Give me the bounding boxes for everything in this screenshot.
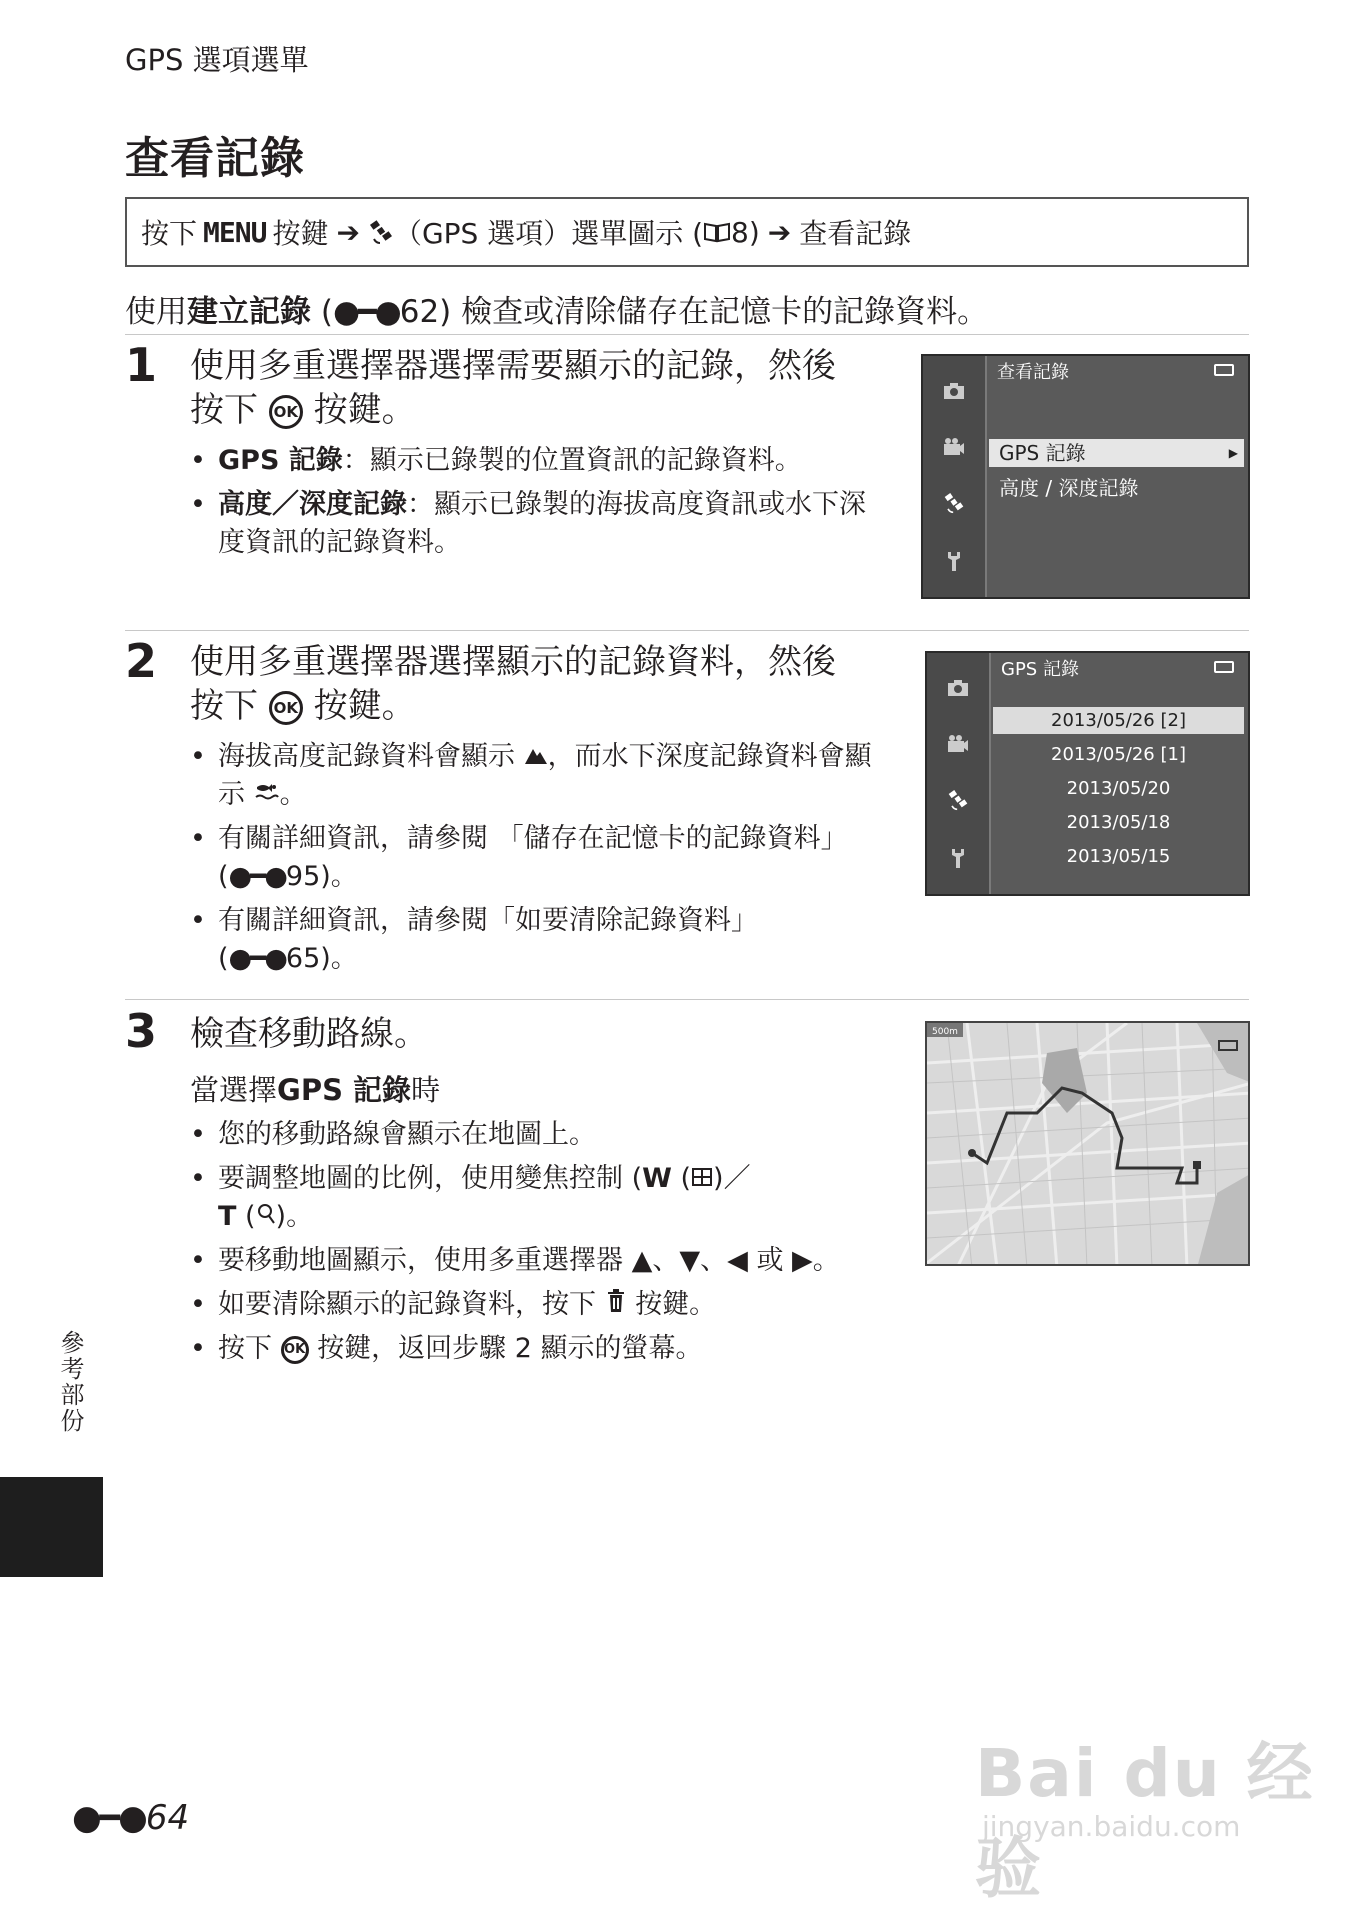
subhead-bold: GPS 記錄: [277, 1073, 412, 1107]
list-item: [190, 1330, 910, 1368]
list-item: [190, 1242, 910, 1280]
menu-item-altitude-depth-log[interactable]: 高度 / 深度記錄: [999, 476, 1139, 500]
bullet-text: 海拔高度記錄資料會顯示: [218, 741, 515, 772]
reference-section-icon: ●━●: [228, 861, 286, 892]
wrench-icon: [941, 550, 967, 572]
intro-prefix: 使用: [125, 294, 187, 330]
list-item: [190, 820, 890, 896]
bullet-bold: GPS 記錄: [218, 445, 343, 476]
step-3-title: 檢查移動路線。: [190, 1014, 428, 1054]
route-map: [927, 1023, 1250, 1266]
list-item: [190, 738, 890, 814]
bullet-text: 要調整地圖的比例，使用變焦控制 (: [218, 1163, 643, 1194]
camera-screen-view-log: [921, 354, 1250, 599]
ok-button-icon: OK: [281, 1336, 309, 1364]
camera-icon: [945, 677, 971, 699]
menu-item-gps-log[interactable]: [989, 439, 1244, 467]
bullet-text: )。: [275, 1201, 314, 1232]
wrench-icon: [945, 847, 971, 869]
screen-title: 查看記錄: [997, 362, 1069, 383]
subhead-pre: 當選擇: [190, 1073, 278, 1107]
step-1-title-line2: [190, 388, 890, 432]
menu-path-target: 查看記錄: [799, 217, 912, 250]
arrow-right-icon: ➔: [767, 215, 792, 249]
step-1-bullets: [190, 442, 890, 568]
zoom-t-label: T: [218, 1201, 237, 1232]
step-1-title: [190, 344, 890, 432]
battery-icon: [1214, 661, 1234, 673]
bullet-text: 按鍵，返回步驟 2 顯示的螢幕。: [317, 1333, 703, 1364]
thumbnail-grid-icon: [691, 1167, 713, 1187]
step-3-bullets: [190, 1116, 910, 1374]
intro-text: 使用建立記錄 (●━●62) 檢查或清除儲存在記憶卡的記錄資料。: [125, 294, 989, 330]
menu-path-button: 按鍵: [272, 217, 329, 250]
gps-satellite-icon: [368, 219, 394, 245]
camera-icon: [941, 380, 967, 402]
bullet-ref: 95)。: [285, 861, 358, 892]
zoom-w-label: W: [642, 1163, 672, 1194]
log-date-item[interactable]: 2013/05/15: [1066, 846, 1171, 867]
bullet-text: 按下: [218, 1333, 272, 1364]
menu-path-page-ref: 8): [731, 215, 760, 249]
screen-side-icons: [923, 356, 987, 597]
bullet-text: 如要清除顯示的記錄資料，按下: [218, 1289, 596, 1320]
log-date-item[interactable]: 2013/05/26 [1]: [1051, 744, 1186, 765]
page-number: [72, 1798, 189, 1838]
section-header: GPS 選項選單: [125, 43, 309, 77]
menu-word: MENU: [203, 215, 267, 249]
list-item: • 要調整地圖的比例，使用變焦控制 (W ( )／ T ( )。: [190, 1160, 910, 1236]
step-2-number: 2: [125, 634, 158, 688]
menu-path-box: [125, 197, 1249, 267]
log-date-item[interactable]: 2013/05/18: [1066, 812, 1171, 833]
gps-satellite-icon: [945, 789, 971, 811]
reference-section-icon: ●━●: [72, 1798, 146, 1838]
step-1-title-post: 按鍵。: [313, 390, 416, 430]
bullet-text: 您的移動路線會顯示在地圖上。: [218, 1119, 596, 1150]
step-2-bullets: [190, 738, 890, 984]
intro-ref: 62): [399, 294, 452, 330]
movie-icon: [945, 733, 971, 755]
battery-icon: [1214, 364, 1234, 376]
bullet-text: ，而水下深度記錄資料會顯示: [218, 741, 872, 810]
trash-icon: [605, 1289, 627, 1313]
divider: [125, 334, 1249, 335]
camera-screen-gps-log: [925, 651, 1250, 896]
list-item: [190, 902, 890, 978]
step-2-title: [190, 640, 890, 728]
reference-section-icon: ●━●: [228, 943, 286, 974]
mountain-icon: [524, 745, 548, 765]
page-number-value: 64: [145, 1798, 190, 1838]
bullet-text: 有關詳細資訊，請參閱「如要清除記錄資料」(: [218, 905, 758, 974]
gps-satellite-icon: [941, 492, 967, 514]
watermark-logo: Bai du 经验: [975, 1735, 1315, 1907]
step-2-title-line1: 使用多重選擇器選擇顯示的記錄資料，然後: [190, 642, 836, 682]
arrow-right-icon: ➔: [336, 215, 360, 249]
movie-icon: [941, 436, 967, 458]
bullet-text: 。: [279, 779, 307, 810]
bullet-text: 有關詳細資訊，請參閱 「儲存在記憶卡的記錄資料」 (: [218, 823, 848, 892]
underwater-icon: [254, 781, 280, 803]
map-screen: [925, 1021, 1250, 1266]
menu-path-press: 按下: [141, 217, 198, 250]
ok-button-icon: OK: [269, 395, 303, 429]
step-3-number: 3: [125, 1004, 158, 1058]
list-item: [190, 442, 890, 480]
log-date-item[interactable]: 2013/05/26 [2]: [993, 707, 1244, 734]
ok-button-icon: OK: [269, 691, 303, 725]
step-3-subhead: [190, 1068, 440, 1109]
intro-bold: 建立記錄: [187, 294, 311, 330]
watermark-url: jingyan.baidu.com: [982, 1810, 1241, 1843]
divider: [125, 999, 1249, 1000]
log-date-item[interactable]: 2013/05/20: [1066, 778, 1171, 799]
reference-section-icon: ●━●: [332, 294, 400, 330]
list-item: [190, 486, 890, 562]
subhead-post: 時: [411, 1073, 441, 1107]
book-icon: [703, 221, 731, 243]
bullet-bold: 高度／深度記錄: [218, 489, 407, 520]
intro-rest: 檢查或清除儲存在記憶卡的記錄資料。: [461, 294, 989, 330]
screen-title: GPS 記錄: [1001, 659, 1079, 680]
screen-side-icons: [927, 653, 991, 894]
map-scale-label: 500m: [932, 1027, 958, 1037]
step-2-title-post: 按鍵。: [313, 686, 416, 726]
bullet-text: ：顯示已錄製的海拔高度資訊或水下深度資訊的記錄資料。: [218, 489, 866, 558]
step-2-title-pre: 按下: [190, 686, 258, 726]
step-2-title-line2: [190, 684, 890, 728]
step-1-title-line1: 使用多重選擇器選擇需要顯示的記錄，然後: [190, 346, 836, 386]
bullet-text: ：顯示已錄製的位置資訊的記錄資料。: [342, 445, 802, 476]
bullet-ref: 65)。: [285, 943, 358, 974]
list-item: [190, 1116, 910, 1154]
magnifier-icon: [256, 1203, 276, 1225]
side-tab-marker: [0, 1477, 103, 1577]
step-1-title-pre: 按下: [190, 390, 258, 430]
menu-path-option: （GPS 選項）選單圖示 (: [393, 217, 704, 250]
chevron-right-icon: ▶: [1228, 446, 1238, 460]
side-tab-label: 參考部份: [56, 1330, 84, 1434]
step-1-number: 1: [125, 338, 158, 392]
page-title: 查看記錄: [125, 133, 305, 184]
divider: [125, 630, 1249, 631]
bullet-text: 要移動地圖顯示，使用多重選擇器 ▲、▼、◀ 或 ▶。: [218, 1245, 840, 1276]
list-item: [190, 1286, 910, 1324]
bullet-text: 按鍵。: [635, 1289, 717, 1320]
bullet-text: )／: [713, 1163, 751, 1194]
menu-item-label: GPS 記錄: [999, 441, 1086, 465]
